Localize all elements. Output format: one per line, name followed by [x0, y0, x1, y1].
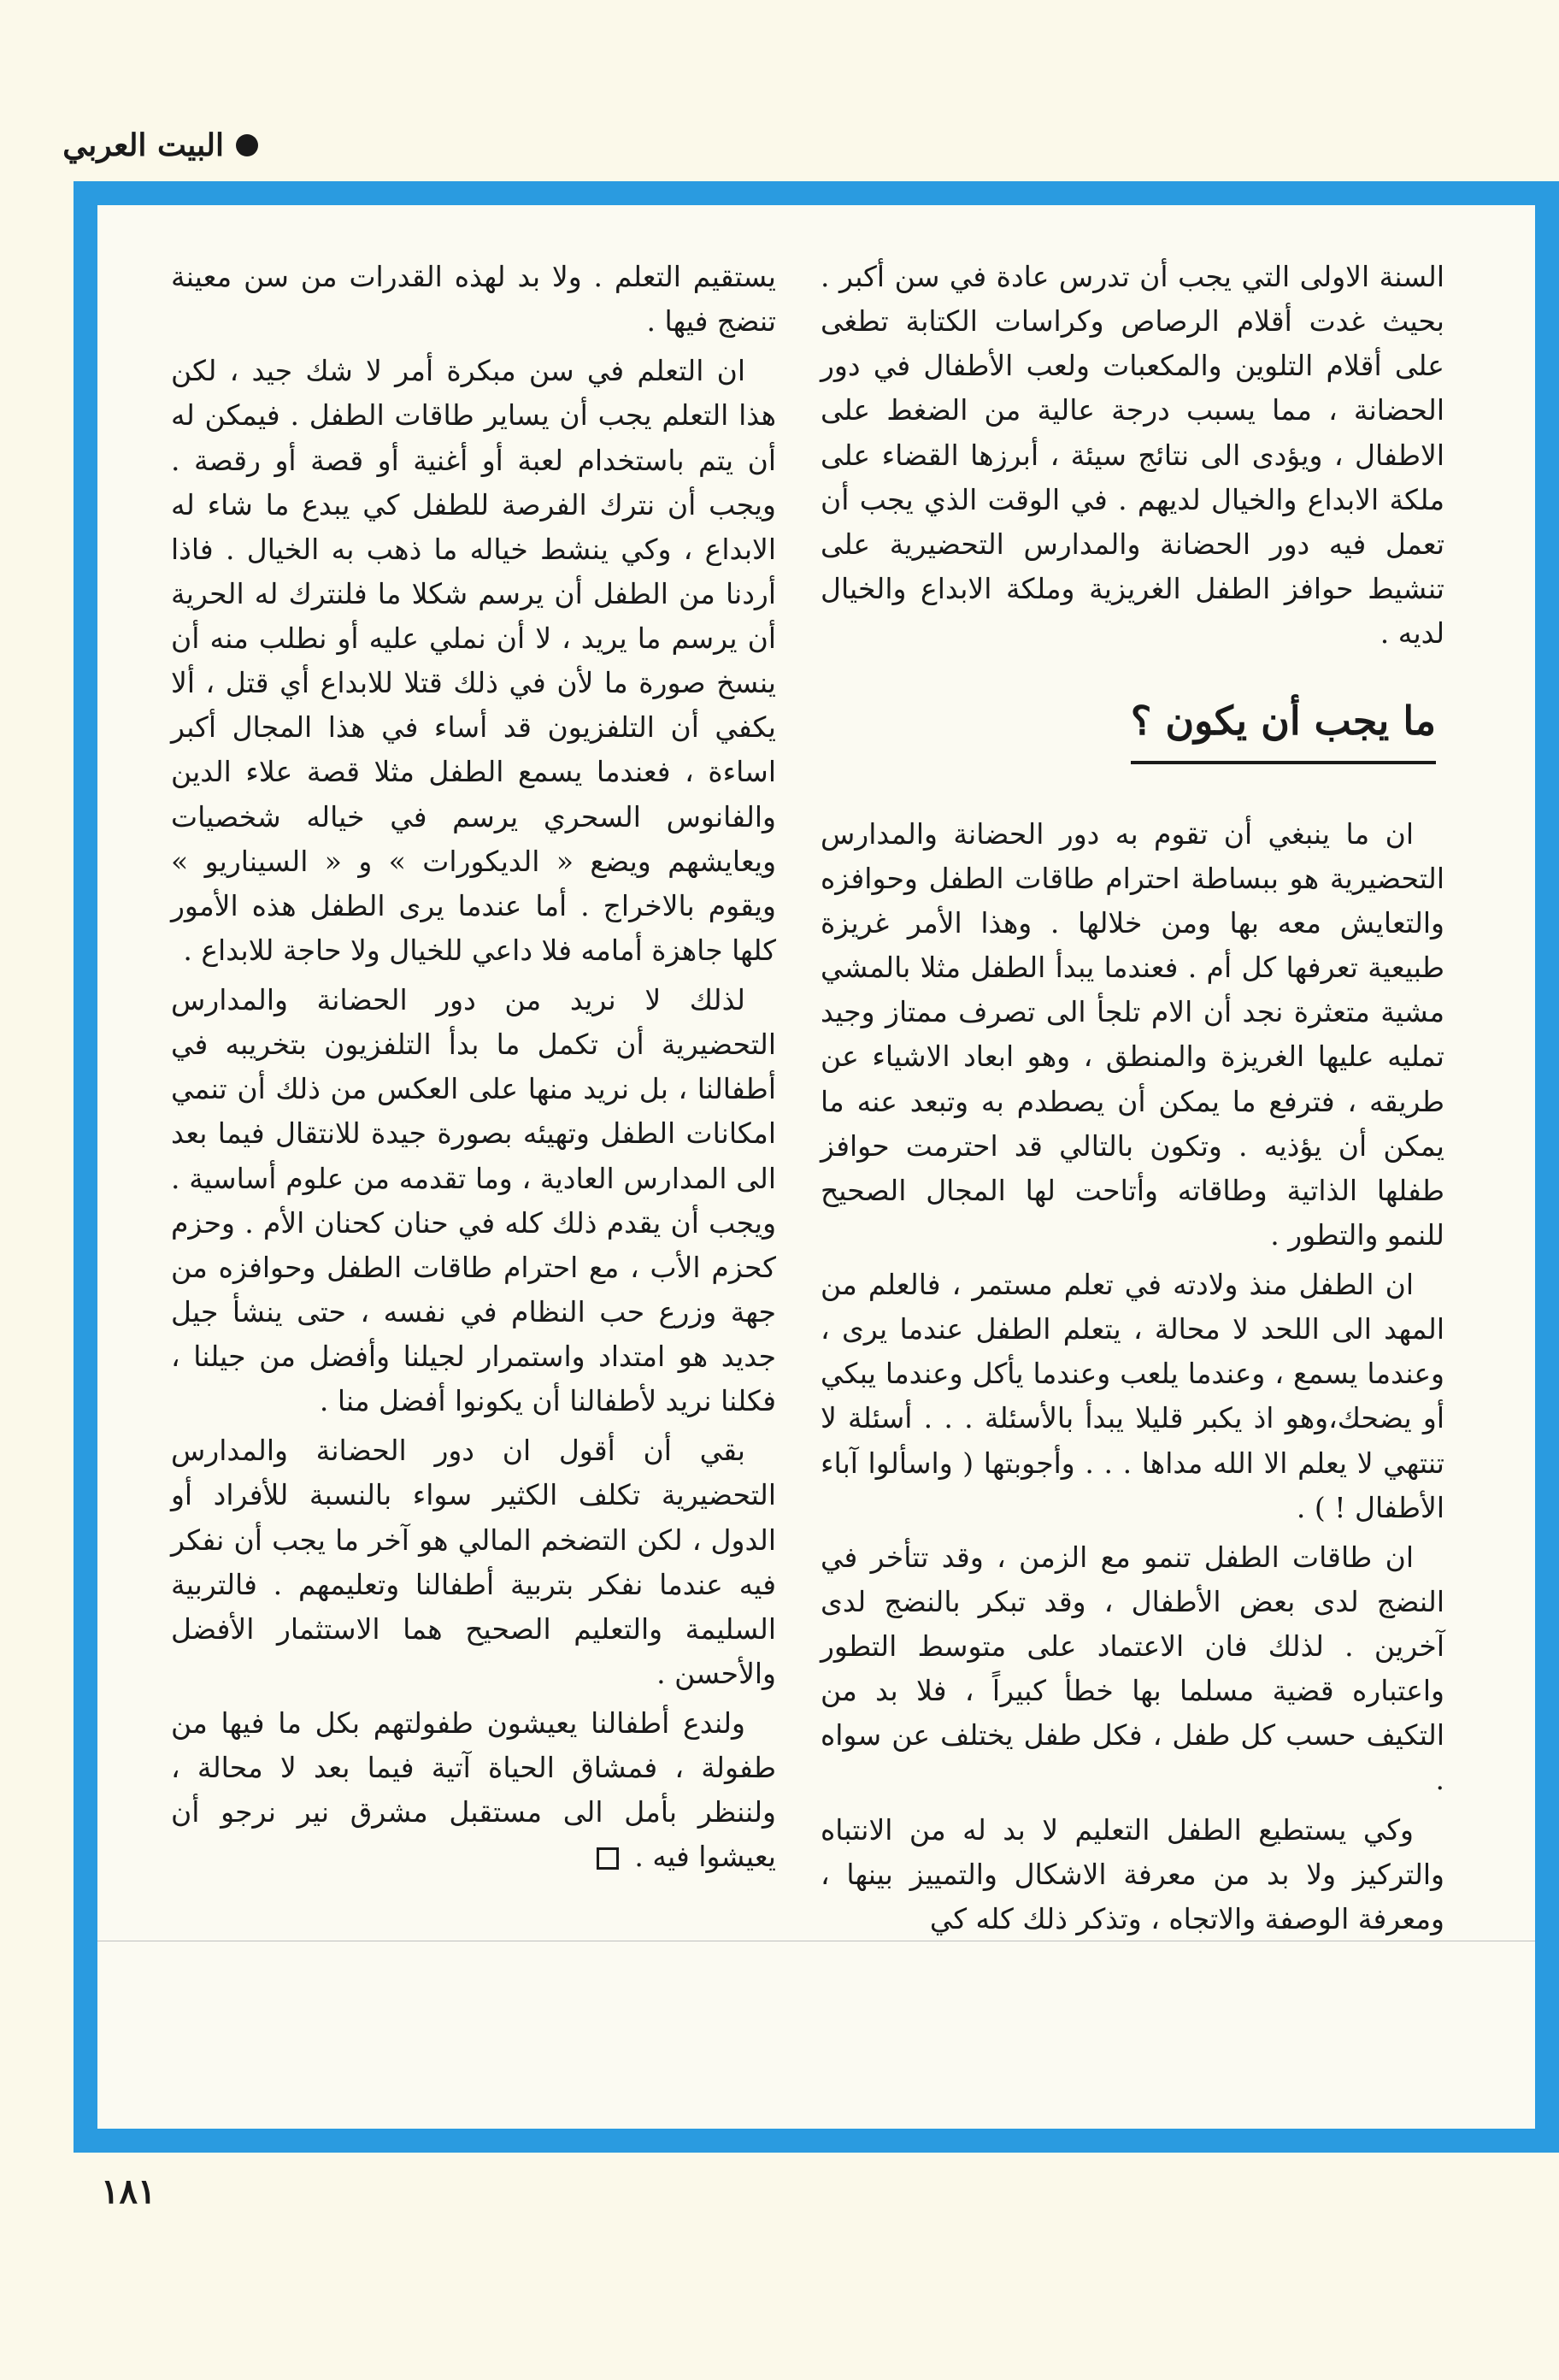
closing-paragraph: [171, 1701, 776, 1880]
paragraph: يستقيم التعلم . ولا بد لهذه القدرات من سن معينة تنضج فيها .: [171, 260, 776, 339]
magazine-title: البيت العربي: [62, 127, 224, 163]
paragraph: وكي يستطيع الطفل التعليم لا بد له من الانتباه والتركيز ولا بد من معرفة الاشكال والتمييز بينها ، ومعرفة الوصفة والاتجاه ، وتذكر ذلك كله كي: [821, 1812, 1444, 1935]
paragraph: ان طاقات الطفل تنمو مع الزمن ، وقد تتأخر في النضج لدى بعض الأطفال ، وقد تبكر بالنضج لدى آخرين . لذلك فان الاعتماد على متوسط التطور واعتباره قضية مسلما بها خطأ كبيراً ، فلا بد من التكيف حسب كل طفل ، فكل طفل يختلف عن سواه .: [821, 1540, 1444, 1797]
section-heading-wrap: [821, 690, 1444, 764]
end-of-article-square-icon: [597, 1847, 619, 1870]
paragraph: بقي أن أقول ان دور الحضانة والمدارس التحضيرية تكلف الكثير سواء بالنسبة للأفراد أو الدول ، لكن التضخم المالي هو آخر ما يجب أن نفكر فيه عندما نفكر بتربية أطفالنا وتعليمهم . فالتربية السليمة والتعليم الصحيح هما الاستثمار الأفضل والأحسن .: [171, 1434, 776, 1690]
bullet-dot-icon: [236, 134, 258, 156]
section-heading: ما يجب أن يكون ؟: [1131, 690, 1436, 764]
paragraph: لذلك لا نريد من دور الحضانة والمدارس التحضيرية أن تكمل ما بدأ التلفزيون بتخريبه في أطفالنا ، بل نريد منها على العكس من ذلك أن تنمي امكانات الطفل وتهيئه بصورة جيدة للانتقال فيما بعد الى المدارس العادية ، وما تقدمه من علوم أساسية . ويجب أن يقدم ذلك كله في حنان كحنان الأم . وحزم كحزم الأب ، مع احترام طاقات الطفل وحوافزه من جهة وزرع حب النظام في نفسه ، حتى ينشأ جيل جديد هو امتداد واستمرار لجيلنا وأفضل من جيلنا ، فكلنا نريد لأطفالنا أن يكونوا أفضل منا .: [171, 983, 776, 1418]
closing-text: ولندع أطفالنا يعيشون طفولتهم بكل ما فيها من طفولة ، فمشاق الحياة آتية فيما بعد لا محالة ، ولننظر بأمل الى مستقبل مشرق نير نرجو أن يعيشوا فيه .: [171, 1706, 776, 1874]
paragraph: ان الطفل منذ ولادته في تعلم مستمر ، فالعلم من المهد الى اللحد لا محالة ، يتعلم الطفل عندما يرى ، وعندما يسمع ، وعندما يلعب وعندما يأكل وعندما يبكي أو يضحك،وهو اذ يكبر قليلا يبدأ بالأسئلة . . . أسئلة لا تنتهي لا يعلم الا الله مداها . . . وأجوبتها ( واسألوا آباء الأطفال ! ) .: [821, 1268, 1444, 1524]
page-number: ١٨١: [101, 2171, 156, 2212]
paragraph: ان التعلم في سن مبكرة أمر لا شك جيد ، لكن هذا التعلم يجب أن يساير طاقات الطفل . فيمكن له أن يتم باستخدام لعبة أو أغنية أو قصة أو رقصة . ويجب أن نترك الفرصة للطفل كي يبدع ما شاء له الابداع ، وكي ينشط خياله ما ذهب به الخيال . فاذا أردنا من الطفل أن يرسم شكلا ما فلنترك له الحرية أن يرسم ما يريد ، لا أن نملي عليه أو نطلب منه أن ينسخ صورة ما لأن في ذلك قتلا للابداع أي قتل ، ألا يكفي أن التلفزيون قد أساء في هذا المجال أكبر اساءة ، فعندما يسمع الطفل مثلا قصة علاء الدين والفانوس السحري يرسم في خياله شخصيات ويعايشهم ويضع « الديكورات » و « السيناريو » ويقوم بالاخراج . أما عندما يرى الطفل هذه الأمور كلها جاهزة أمامه فلا داعي للخيال ولا حاجة للابداع .: [171, 354, 776, 967]
running-header: [44, 120, 258, 171]
article-frame: [74, 181, 1559, 2153]
intro-paragraph: السنة الاولى التي يجب أن تدرس عادة في سن أكبر . بحيث غدت أقلام الرصاص وكراسات الكتابة تطغى على أقلام التلوين والمكعبات ولعب الأطفال في دور الحضانة ، مما يسبب درجة عالية من الضغط على الاطفال ، ويؤدى الى نتائج سيئة ، أبرزها القضاء على ملكة الابداع والخيال لديهم . في الوقت الذي يجب أن تعمل فيه دور الحضانة والمدارس التحضيرية على تنشيط حوافز الطفل الغريزية وملكة الابداع والخيال لديه .: [821, 260, 1444, 650]
paragraph: ان ما ينبغي أن تقوم به دور الحضانة والمدارس التحضيرية هو ببساطة احترام طاقات الطفل وحوافزه والتعايش معه بها ومن خلالها . وهذا الأمر غريزة طبيعية تعرفها كل أم . فعندما يبدأ الطفل مثلا بالمشي مشية متعثرة نجد أن الام تلجأ الى تصرف ممتاز وجيد تمليه عليها الغريزة والمنطق ، وهو ابعاد الاشياء عن طريقه ، فترفع ما يمكن أن يصطدم به وتبعد عنه ما يمكن أن يؤذيه . وتكون بالتالي قد احترمت حوافز طفلها الذاتية وطاقاته وأتاحت لها المجال الصحيح للنمو والتطور .: [821, 816, 1444, 1252]
right-column: [821, 255, 1444, 1947]
left-column: [171, 255, 776, 1885]
